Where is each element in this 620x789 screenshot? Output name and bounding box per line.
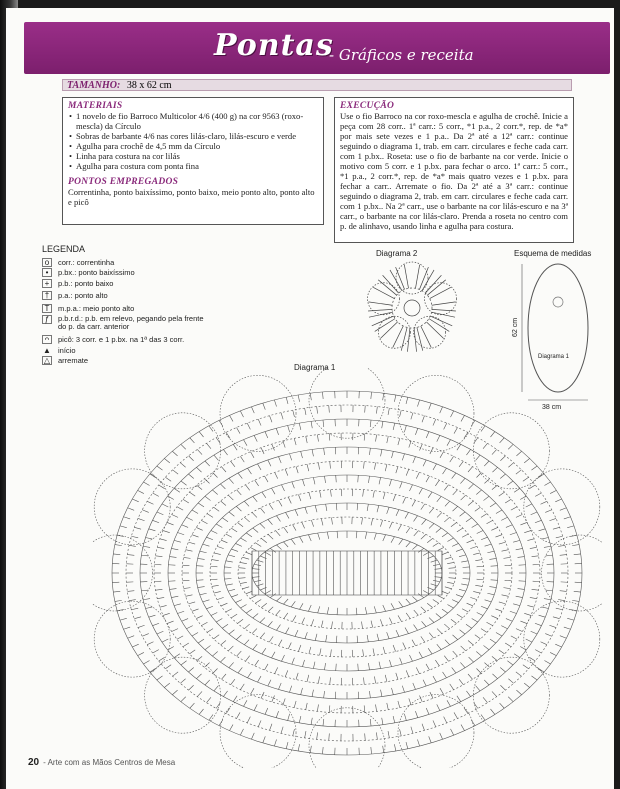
legend <box>42 244 292 366</box>
legend-text: arremate <box>58 356 89 366</box>
half-double-crochet-icon: T <box>42 304 52 313</box>
legend-item <box>42 278 292 289</box>
legend-item <box>42 356 292 367</box>
legend-item <box>42 302 292 315</box>
legend-text: m.p.a.: meio ponto alto <box>58 303 135 313</box>
legend-text: corr.: correntinha <box>58 257 115 267</box>
picot-icon: ᴖ <box>42 335 52 344</box>
legend-text: p.a.: ponto alto <box>58 290 108 300</box>
measures-height: 62 cm <box>512 317 520 338</box>
size-bar <box>62 79 572 91</box>
execution-heading: EXECUÇÃO <box>340 101 395 111</box>
diagram2-label: Diagrama 2 <box>376 249 418 258</box>
chain-stitch-icon: o <box>42 258 52 267</box>
material-item: • Sobras de barbante 4/6 nas cores lilás-claro, lilás-escuro e verde <box>76 131 318 141</box>
page-subtitle: - Gráficos e receita <box>329 46 474 64</box>
footer-text: - Arte com as Mãos Centros de Mesa <box>43 758 176 767</box>
measures-width: 38 cm <box>542 404 562 411</box>
size-label: TAMANHO: <box>67 80 121 91</box>
page-number: 20 <box>28 757 40 768</box>
material-item: • 1 novelo de fio Barroco Multicolor 4/6 (400 g) na cor 9563 (roxo-mescla) da Círculo <box>76 111 318 131</box>
legend-item <box>42 345 292 356</box>
stitches-heading: PONTOS EMPREGADOS <box>68 177 179 187</box>
legend-item <box>42 335 292 346</box>
single-crochet-icon: + <box>42 279 52 288</box>
materials-heading: MATERIAIS <box>68 101 123 111</box>
legend-text: p.bx.: ponto baixíssimo <box>58 268 135 278</box>
material-item: • Linha para costura na cor lilás <box>76 151 318 161</box>
execution-box <box>334 97 574 243</box>
legend-item <box>42 315 292 335</box>
page-footer <box>28 757 175 768</box>
double-crochet-icon: † <box>42 291 52 300</box>
fasten-off-icon: △ <box>43 356 51 366</box>
measures-inner-label: Diagrama 1 <box>538 354 570 360</box>
measures-label: Esquema de medidas <box>514 249 592 258</box>
material-item: • Agulha para costura com ponta fina <box>76 161 318 171</box>
material-item: • Agulha para crochê de 4,5 mm da Círculo <box>76 141 318 151</box>
diagram2-rosette <box>362 260 462 356</box>
legend-item <box>42 289 292 302</box>
legend-title: LEGENDA <box>42 244 86 254</box>
legend-item <box>42 257 292 268</box>
legend-text: picô: 3 corr. e 1 p.bx. na 1ª das 3 corr. <box>58 335 185 345</box>
materials-box <box>62 97 324 225</box>
legend-item <box>42 268 292 279</box>
legend-text: p.b.r.d.: p.b. em relevo, pegando pela frente do p. da carr. anterior <box>58 313 204 331</box>
slip-stitch-icon: • <box>42 268 52 277</box>
front-post-stitch-icon: ƒ <box>42 315 52 324</box>
execution-text: Use o fio Barroco na cor roxo-mescla e agulha de crochê. Inicie a peça com 28 corr.. 1ª carr.: 5 corr., *1 p.a., 2 corr.*, rep. de *a* por mais sete vezes e 1 p.a.. Da 2ª até a 12ª carr.: continue seguindo o diagrama 1, trab. em carr. circulares e feche cada carr. com 1 p.bx.. Roseta: use o fio de barbante na cor verde. Inicie o motivo com 5 corr. e 1 p.bx. para fechar o arco. 1ª carr.: 5 corr., *1 p.a., 2 corr.*, rep. de *a* mais quatro vezes e 1 p.bx. para fechar a carr.. Arremate o fio. Da 2ª até a 3ª carr.: continue seguindo o diagrama 2, trab. em carr. circulares e feche cada carr. com 1 p.bx.. Na 2ª carr., use o barbante na cor lilás-escuro e na 3ª carr., o barbante na cor lilás-claro. Prenda a roseta no centro com p. de alinhavo, usando linha e agulha para costura. <box>340 111 568 231</box>
size-value: 38 x 62 cm <box>126 80 172 91</box>
legend-text: p.b.: ponto baixo <box>58 278 114 288</box>
title-banner <box>24 22 610 74</box>
start-arrow-icon: ▲ <box>43 345 51 355</box>
stitches-text: Correntinha, ponto baixíssimo, ponto baixo, meio ponto alto, ponto alto e picô <box>68 187 315 207</box>
materials-list <box>68 111 318 171</box>
diagram1-doily <box>92 368 602 768</box>
page-title: Pontas <box>214 28 334 63</box>
diagram1-label: Diagrama 1 <box>294 363 336 372</box>
legend-text: início <box>58 345 76 355</box>
